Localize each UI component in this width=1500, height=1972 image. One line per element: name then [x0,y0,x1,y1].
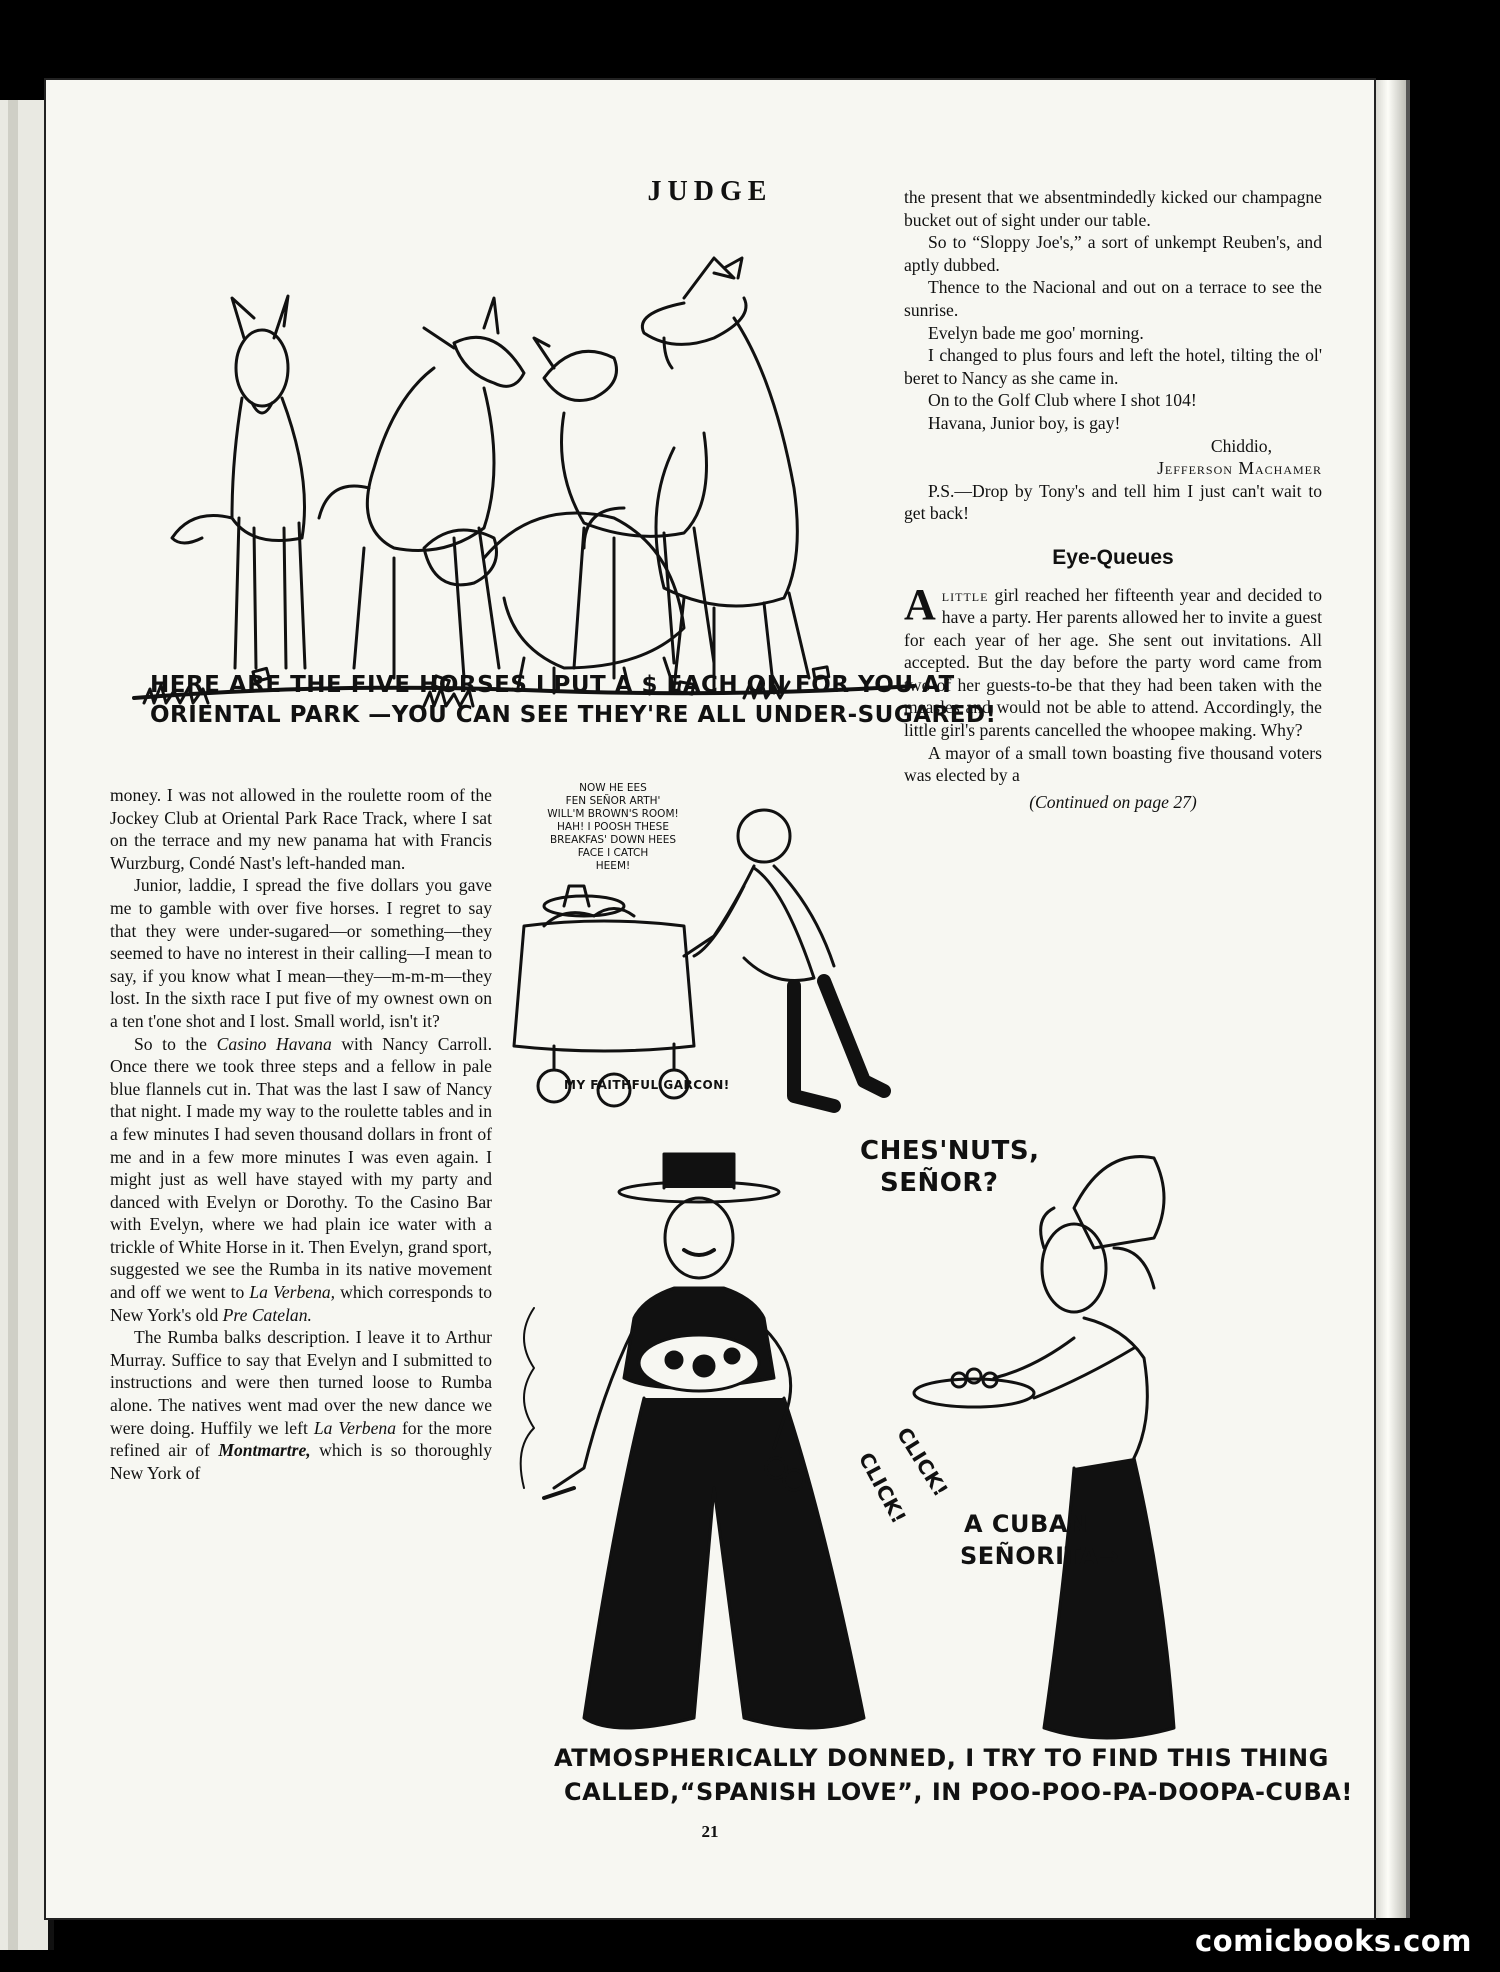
page-title: JUDGE [647,176,773,207]
horses-cartoon [124,228,924,748]
paragraph: Junior, laddie, I spread the five dollars you gave me to gamble with over five horses. I regret to say that they were under-sugared—or something—they seemed to have no interest in their calling—I mean to say, if you know what I mean—they—m-m-m—they lost. In the sixth race I put five of my ownest own on a ten t'one shot and I lost. Small world, isn't it? [110,875,492,1031]
click-sound-1: CLICK! [891,1422,954,1502]
horses-caption-line-2: ORIENTAL PARK —YOU CAN SEE THEY'RE ALL UNDER-SUGARED! [150,702,997,728]
paragraph: On to the Golf Club where I shot 104! [928,390,1197,411]
waiter-caption: MY FAITHFUL GARCON! [564,1078,730,1092]
paragraph: A mayor of a small town boasting five thousand voters was elected by a [904,742,1322,786]
paragraph: Havana, Junior boy, is gay! [928,412,1121,433]
paragraph: the present that we absentmindedly kicked our champagne bucket out of sight under our table. [904,187,1322,230]
watermark: comicbooks.com [1195,1924,1472,1958]
paragraph: So to “Sloppy Joe's,” a sort of unkempt Reuben's, and aptly dubbed. [904,232,1322,275]
continued-note: (Continued on page 27) [1029,791,1197,812]
click-sound-2: CLICK! [853,1448,912,1528]
page-number: 21 [701,1822,719,1841]
puzzle-paragraph: Alittle girl reached her fifteenth year and decided to have a party. Her parents allowed her to invite a guest for each year of her age. She sent out invitations. All accepted. But the day before the party word came from two of her guests-to-be that they had been taken with the measles and would not be able to attend. Accordingly, the little girl's parents cancelled the whoopee making. Why? [904,579,1322,741]
vendor-speech-line-1: CHES'NUTS, [860,1136,1040,1166]
magazine-page [44,78,1376,1920]
bottom-caption-line-2: CALLED,“SPANISH LOVE”, IN POO-POO-PA-DOOPA-CUBA! [564,1778,1353,1806]
paragraph: So to the Casino Havana with Nancy Carroll. Once there we took three steps and a fellow in pale blue flannels cut in. That was the last I saw of Nancy that night. I made my way to the roulette tables and in a few minutes I had seven thousand dollars in front of me and in a few more minutes I was even again. I might just as well have stayed with my party and danced with Evelyn or Dorothy. To the Casino Bar with Evelyn, where we had plain ice water with a trickle of White Horse in it. Then Evelyn, grand sport, suggested we see the Rumba in its native movement and off we went to La Verbena, which corresponds to New York's old Pre Catelan. [110,1033,493,1325]
horses-caption-line-1: HERE ARE THE FIVE HORSES I PUT A $ EACH ON FOR YOU AT [150,672,955,698]
paragraph: Evelyn bade me goo' morning. [928,322,1144,343]
vendor-speech-line-2: SEÑOR? [880,1168,999,1198]
drop-cap: A [904,579,936,629]
postscript: P.S.—Drop by Tony's and tell him I just can't wait to get back! [904,480,1322,524]
signoff: Chiddio, [1210,435,1272,456]
right-column-text [904,186,1322,813]
paragraph: Thence to the Nacional and out on a terrace to see the sunrise. [904,277,1322,320]
waiter-speech-bubble: NOW HE EES FEN SEÑOR ARTH' WILL'M BROWN'S ROOM! HAH! I POOSH THESE BREAKFAS' DOWN HEES FACE I CATCH HEEM! [547,782,679,872]
senorita-label-line-2: SEÑORITA→ [960,1542,1120,1570]
left-column-text [110,784,492,1484]
paragraph: money. I was not allowed in the roulette room of the Jockey Club at Oriental Park Race Track, where I sat on the terrace and my new panama hat with Francis Wurzburg, Condé Nast's left-handed man. [110,785,492,873]
section-title: Eye-Queues [1052,545,1174,569]
paragraph: I changed to plus fours and left the hotel, tilting the ol' beret to Nancy as she came in. [904,345,1322,388]
page-stack-edge [1376,80,1410,1918]
paragraph: The Rumba balks description. I leave it to Arthur Murray. Suffice to say that Evelyn and I submitted to instructions and were then turned loose to Rumba alone. The natives went mad over the new dance we were doing. Huffily we left La Verbena for the more refined air of Montmartre, which is so thoroughly New York of [110,1327,492,1483]
senorita-label-line-1: A CUBAN [964,1510,1089,1538]
author-signature: Jefferson Machamer [1157,458,1322,479]
bottom-caption-line-1: ATMOSPHERICALLY DONNED, I TRY TO FIND THIS THING [554,1744,1329,1772]
